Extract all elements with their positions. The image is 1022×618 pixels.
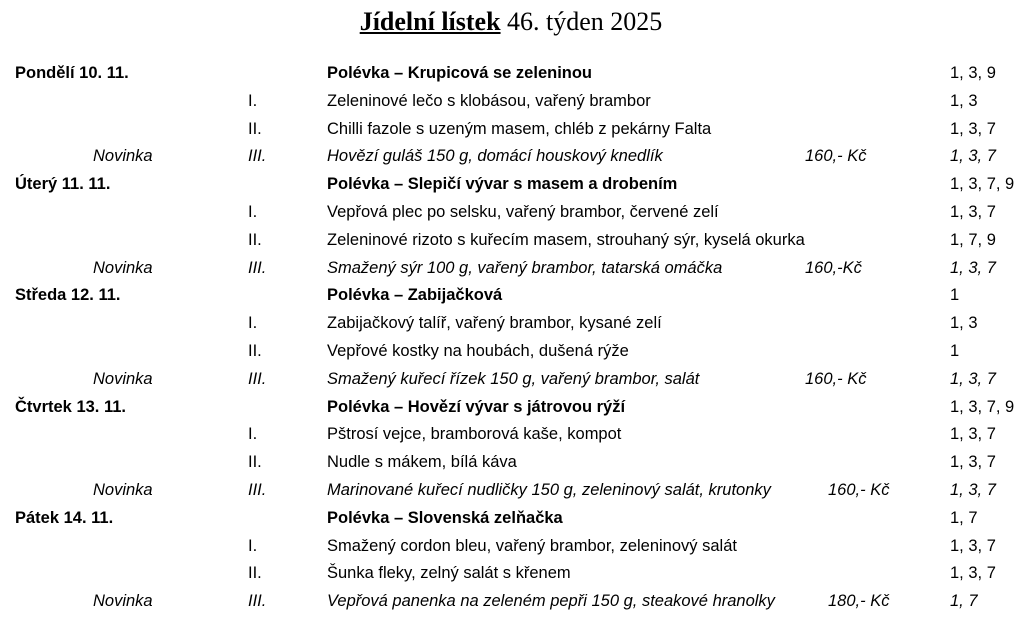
menu-item — [0, 227, 1022, 255]
day-row-tuesday — [0, 171, 1022, 199]
day-row-thursday — [0, 394, 1022, 422]
menu-item — [0, 449, 1022, 477]
item-number: III. — [248, 369, 267, 388]
item-name: Pštrosí vejce, bramborová kaše, kompot — [327, 425, 622, 444]
item-price: 180,- Kč — [828, 592, 890, 611]
novinka-label: Novinka — [93, 258, 153, 277]
novinka-label: Novinka — [93, 480, 153, 499]
item-price: 160,- Kč — [805, 147, 867, 166]
item-allergens: 1 — [950, 341, 960, 360]
item-name: Smažený kuřecí řízek 150 g, vařený brambor, salát — [327, 369, 700, 388]
weekly-menu — [0, 60, 1022, 616]
menu-item-novinka — [0, 255, 1022, 283]
item-allergens: 1, 7, 9 — [950, 230, 996, 249]
day-label: Úterý 11. 11. — [15, 175, 111, 194]
item-name: Šunka fleky, zelný salát s křenem — [327, 564, 571, 583]
item-number: I. — [248, 425, 258, 444]
title-week: 46. týden 2025 — [507, 7, 663, 36]
item-price: 160,- Kč — [828, 480, 890, 499]
menu-item — [0, 560, 1022, 588]
item-number: I. — [248, 314, 258, 333]
day-label: Středa 12. 11. — [15, 286, 121, 305]
novinka-label: Novinka — [93, 592, 153, 611]
item-number: II. — [248, 230, 262, 249]
menu-item — [0, 116, 1022, 144]
novinka-label: Novinka — [93, 369, 153, 388]
item-name: Marinované kuřecí nudličky 150 g, zeleninový salát, krutonky — [327, 480, 771, 499]
item-allergens: 1, 3, 7 — [950, 453, 996, 472]
menu-item — [0, 421, 1022, 449]
item-allergens: 1, 3 — [950, 91, 978, 110]
item-allergens: 1, 3, 7 — [950, 564, 996, 583]
item-number: III. — [248, 592, 267, 611]
item-name: Zabijačkový talíř, vařený brambor, kysané zelí — [327, 314, 662, 333]
item-number: I. — [248, 91, 258, 110]
item-number: II. — [248, 341, 262, 360]
menu-item-novinka — [0, 477, 1022, 505]
day-label: Čtvrtek 13. 11. — [15, 397, 126, 416]
item-allergens: 1, 3, 7 — [950, 425, 996, 444]
item-number: I. — [248, 536, 258, 555]
menu-item-novinka — [0, 588, 1022, 616]
soup-allergens: 1, 3, 9 — [950, 64, 996, 82]
menu-item — [0, 88, 1022, 116]
day-label: Pondělí 10. 11. — [15, 64, 129, 82]
item-name: Vepřové kostky na houbách, dušená rýže — [327, 341, 629, 360]
soup-allergens: 1 — [950, 286, 960, 305]
item-number: III. — [248, 258, 267, 277]
soup-name: Polévka – Krupicová se zeleninou — [327, 64, 593, 82]
item-allergens: 1, 3, 7 — [950, 369, 996, 388]
item-number: III. — [248, 147, 267, 166]
item-allergens: 1, 3, 7 — [950, 480, 996, 499]
title-main: Jídelní lístek — [359, 7, 501, 36]
item-allergens: 1, 3, 7 — [950, 536, 996, 555]
soup-allergens: 1, 3, 7, 9 — [950, 175, 1015, 194]
day-row-friday — [0, 505, 1022, 533]
item-name: Nudle s mákem, bílá káva — [327, 453, 517, 472]
soup-name: Polévka – Slepičí vývar s masem a drobením — [327, 175, 678, 194]
item-allergens: 1, 3, 7 — [950, 258, 996, 277]
day-row-wednesday — [0, 282, 1022, 310]
soup-allergens: 1, 7 — [950, 508, 978, 527]
menu-item — [0, 533, 1022, 561]
menu-item-novinka — [0, 366, 1022, 394]
item-price: 160,- Kč — [805, 369, 867, 388]
menu-item — [0, 310, 1022, 338]
soup-name: Polévka – Zabijačková — [327, 286, 503, 305]
item-number: I. — [248, 202, 258, 221]
day-label: Pátek 14. 11. — [15, 508, 114, 527]
item-name: Vepřová panenka na zeleném pepři 150 g, steakové hranolky — [327, 592, 775, 611]
page-title — [0, 4, 1022, 40]
item-number: II. — [248, 119, 262, 138]
item-price: 160,-Kč — [805, 258, 862, 277]
menu-item-novinka — [0, 143, 1022, 171]
item-name: Smažený cordon bleu, vařený brambor, zeleninový salát — [327, 536, 737, 555]
menu-item — [0, 338, 1022, 366]
soup-name: Polévka – Slovenská zelňačka — [327, 508, 563, 527]
item-allergens: 1, 3, 7 — [950, 147, 996, 166]
item-name: Vepřová plec po selsku, vařený brambor, červené zelí — [327, 202, 719, 221]
item-name: Smažený sýr 100 g, vařený brambor, tatarská omáčka — [327, 258, 723, 277]
item-name: Hovězí guláš 150 g, domácí houskový knedlík — [327, 147, 663, 166]
item-number: II. — [248, 453, 262, 472]
item-name: Chilli fazole s uzeným masem, chléb z pekárny Falta — [327, 119, 712, 138]
item-number: II. — [248, 564, 262, 583]
novinka-label: Novinka — [93, 147, 153, 166]
item-name: Zeleninové lečo s klobásou, vařený brambor — [327, 91, 651, 110]
soup-name: Polévka – Hovězí vývar s játrovou rýží — [327, 397, 626, 416]
item-allergens: 1, 3 — [950, 314, 978, 333]
soup-allergens: 1, 3, 7, 9 — [950, 397, 1015, 416]
item-allergens: 1, 7 — [950, 592, 978, 611]
item-number: III. — [248, 480, 267, 499]
menu-item — [0, 199, 1022, 227]
item-allergens: 1, 3, 7 — [950, 119, 996, 138]
item-allergens: 1, 3, 7 — [950, 202, 996, 221]
item-name: Zeleninové rizoto s kuřecím masem, strouhaný sýr, kyselá okurka — [327, 230, 805, 249]
day-row-monday — [0, 60, 1022, 88]
